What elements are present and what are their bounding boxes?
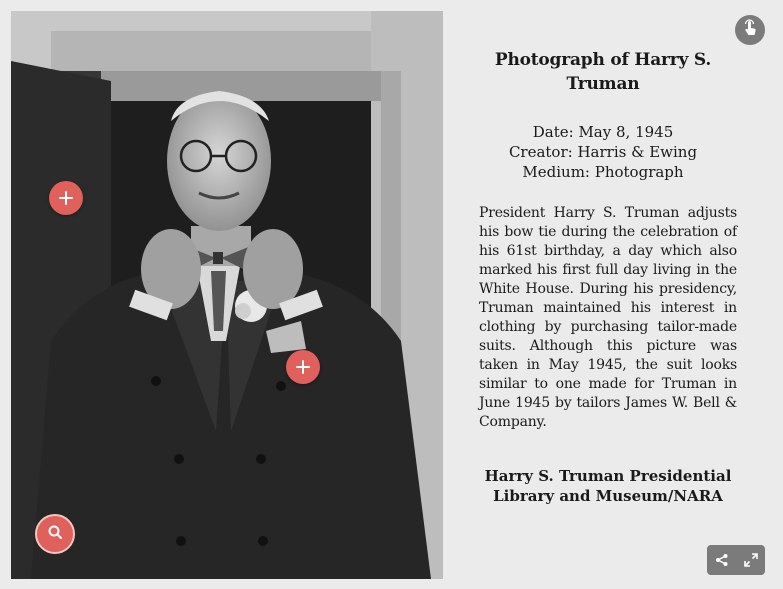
artifact-description: President Harry S. Truman adjusts his bow tie during the celebration of his 61st birthday, a day which also marked his first full day living in the White House. During his presidency, Truman maintained his interest in clothing by purchasing tailor-made suits. Although this picture was taken in May 1945, the suit looks similar to one made for Truman in June 1945 by tailors James W. Bell & Company. (479, 205, 737, 430)
touch-icon (741, 19, 759, 41)
date-text: Date: May 8, 1945 (532, 123, 674, 141)
search-icon (47, 524, 63, 544)
credit-line-2: Library and Museum/NARA (493, 487, 723, 505)
credit-line (469, 466, 737, 506)
plus-icon (295, 359, 311, 375)
hotspot-button-left[interactable] (49, 181, 83, 215)
hotspot-button-suit[interactable] (286, 350, 320, 384)
artifact-metadata (469, 122, 737, 182)
zoom-button[interactable] (35, 514, 75, 554)
truman-photograph (11, 11, 443, 579)
share-icon[interactable] (715, 553, 729, 567)
plus-icon (58, 190, 74, 206)
artifact-title: Photograph of Harry S. Truman (494, 50, 712, 94)
creator-text: Creator: Harris & Ewing (508, 143, 698, 161)
fullscreen-icon[interactable] (744, 553, 758, 567)
bottom-toolbar (707, 545, 765, 575)
info-panel (469, 48, 737, 506)
medium-text: Medium: Photograph (522, 163, 684, 181)
interaction-toggle-button[interactable] (735, 15, 765, 45)
credit-line-1: Harry S. Truman Presidential (484, 467, 732, 485)
